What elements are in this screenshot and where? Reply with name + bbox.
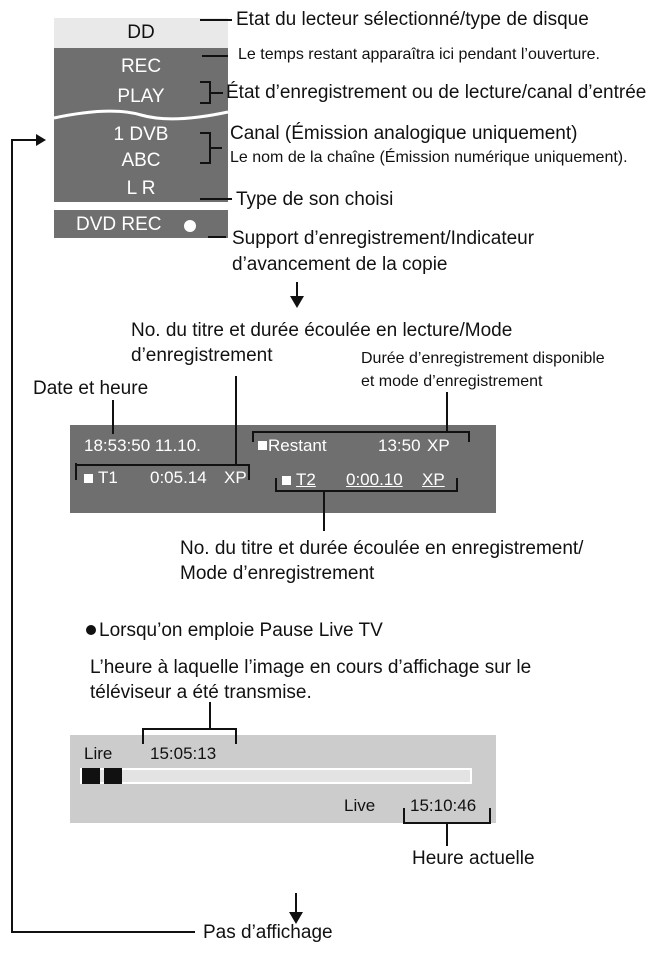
play-text: PLAY — [117, 86, 165, 107]
sound-text: L R — [126, 178, 156, 199]
current-time-label: Heure actuelle — [412, 848, 535, 869]
rec-play-status-label: État d’enregistrement ou de lecture/canal d’entrée — [226, 82, 647, 103]
play-label: Lire — [84, 744, 113, 763]
media-text: DVD REC — [76, 214, 162, 235]
t2-time: 0:00.10 — [346, 470, 403, 489]
available-label-1: Durée d’enregistrement disponible — [361, 350, 605, 367]
sound-type-label: Type de son choisi — [236, 189, 394, 210]
t2-title: T2 — [296, 470, 316, 489]
channel-label-2: Le nom de la chaîne (Émission numérique uniquement). — [230, 149, 628, 166]
t1-time: 0:05.14 — [150, 468, 207, 487]
remaining-time: 13:50 — [378, 436, 421, 455]
remaining-mode: XP — [427, 436, 450, 455]
broadcast-label-1: L’heure à laquelle l’image en cours d’affichage sur le — [90, 657, 532, 678]
channel-label-1: Canal (Émission analogique uniquement) — [230, 123, 578, 144]
date-time-label: Date et heure — [33, 378, 149, 399]
media-label-1: Support d’enregistrement/Indicateur — [232, 228, 535, 249]
bullet-icon — [86, 625, 96, 635]
available-label-2: et mode d’enregistrement — [361, 373, 543, 390]
t2-mode: XP — [422, 470, 445, 489]
drive-status-label: Etat du lecteur sélectionné/type de disque — [236, 9, 589, 30]
rec-text: REC — [120, 56, 162, 77]
title-rec-label-2: Mode d’enregistrement — [180, 563, 375, 584]
play-time: 15:05:13 — [150, 744, 217, 763]
channel-text: 1 DVB — [113, 124, 169, 145]
disc-type-text: DD — [127, 22, 155, 43]
media-label-2: d’avancement de la copie — [232, 254, 448, 275]
live-label: Live — [344, 796, 376, 815]
live-time: 15:10:46 — [410, 796, 477, 815]
broadcast-label-2: téléviseur a été transmise. — [90, 682, 312, 703]
no-display-label: Pas d’affichage — [203, 922, 333, 943]
title-rec-label-1: No. du titre et durée écoulée en enregistrement/ — [180, 538, 584, 559]
remaining-label: Restant — [268, 436, 327, 455]
title-play-label-2: d’enregistrement — [131, 345, 273, 366]
pause-live-label: Lorsqu’on emploie Pause Live TV — [99, 620, 383, 641]
t1-title: T1 — [98, 468, 118, 487]
remaining-time-label: Le temps restant apparaîtra ici pendant l’ouverture. — [238, 46, 600, 63]
station-text: ABC — [121, 150, 161, 171]
datetime-text: 18:53:50 11.10. — [84, 436, 201, 455]
t1-mode: XP — [224, 468, 247, 487]
title-play-label-1: No. du titre et durée écoulée en lecture/Mode — [131, 320, 513, 341]
